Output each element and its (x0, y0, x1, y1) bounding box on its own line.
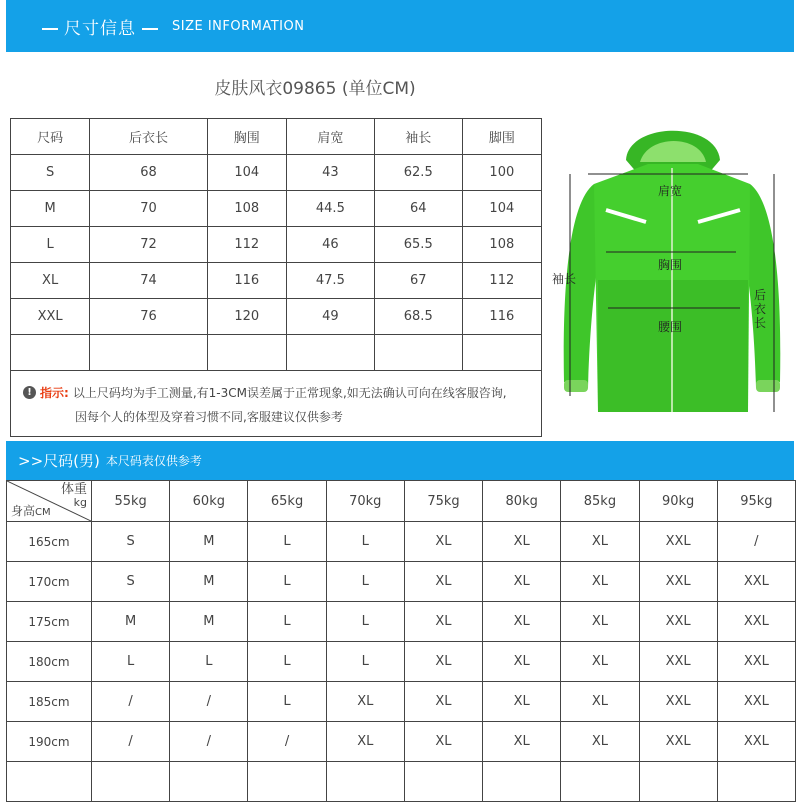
size-cell: M (170, 602, 248, 642)
cell: 112 (462, 263, 541, 299)
measurement-note (10, 370, 542, 437)
height-cell: 165cm (7, 522, 92, 562)
table-row (11, 227, 542, 263)
header-size: 尺码 (11, 119, 90, 155)
table-header-row (11, 119, 542, 155)
size-cell: L (248, 642, 326, 682)
header-hem: 脚围 (462, 119, 541, 155)
size-cell: XL (326, 722, 404, 762)
cell: 46 (286, 227, 374, 263)
table-row (7, 522, 796, 562)
size-cell: / (248, 722, 326, 762)
header-chest: 胸围 (207, 119, 286, 155)
jacket-image (548, 112, 796, 432)
cell: 68 (90, 155, 207, 191)
size-cell: XL (404, 682, 482, 722)
label-back-length: 后衣长 (754, 288, 767, 330)
cell: 104 (462, 191, 541, 227)
label-shoulder: 肩宽 (658, 184, 683, 198)
cell: XXL (11, 299, 90, 335)
note-line-1: 以上尺码均为手工测量,有1-3CM误差属于正常现象,如无法确认可向在线客服咨询, (72, 386, 507, 400)
label-waist: 腰围 (658, 320, 683, 334)
size-cell: / (717, 522, 795, 562)
size-cell: XXL (717, 562, 795, 602)
height-cell: 180cm (7, 642, 92, 682)
label-sleeve: 袖长 (552, 272, 577, 286)
size-cell: XL (404, 522, 482, 562)
cell: 108 (462, 227, 541, 263)
cell: M (11, 191, 90, 227)
men-size-bar (6, 441, 794, 480)
size-cell: / (170, 682, 248, 722)
cell: 47.5 (286, 263, 374, 299)
header-shoulder: 肩宽 (286, 119, 374, 155)
cell: 67 (374, 263, 462, 299)
size-cell: / (92, 682, 170, 722)
size-cell: XL (404, 642, 482, 682)
weight-header: 80kg (483, 481, 561, 522)
size-cell: XL (483, 642, 561, 682)
size-info-banner (6, 0, 794, 52)
corner-height: 身高 (11, 504, 36, 518)
size-cell: XL (561, 682, 639, 722)
men-size-title: >>尺码(男) (18, 452, 100, 470)
weight-header: 60kg (170, 481, 248, 522)
cell: 74 (90, 263, 207, 299)
men-size-note: 本尺码表仅供参考 (105, 454, 202, 468)
weight-header: 90kg (639, 481, 717, 522)
table-row (7, 722, 796, 762)
size-cell: L (170, 642, 248, 682)
weight-header: 85kg (561, 481, 639, 522)
size-cell: XL (483, 682, 561, 722)
size-cell: XL (561, 522, 639, 562)
weight-header: 75kg (404, 481, 482, 522)
banner-title-en: SIZE INFORMATION (172, 18, 305, 34)
size-cell: L (248, 522, 326, 562)
size-cell: L (326, 602, 404, 642)
table-row (11, 191, 542, 227)
note-label: 指示: (40, 386, 69, 400)
size-cell: XL (561, 562, 639, 602)
corner-cell (7, 481, 92, 522)
cell: 112 (207, 227, 286, 263)
banner-title-zh: 尺寸信息 (36, 14, 164, 39)
size-cell: XXL (639, 642, 717, 682)
corner-weight-unit: kg (73, 496, 87, 509)
corner-weight: 体重 (60, 482, 87, 497)
weight-header: 65kg (248, 481, 326, 522)
size-cell: S (92, 562, 170, 602)
size-cell: / (92, 722, 170, 762)
size-cell: L (248, 602, 326, 642)
cell: 68.5 (374, 299, 462, 335)
weight-header: 55kg (92, 481, 170, 522)
size-cell: XXL (639, 682, 717, 722)
cell: 70 (90, 191, 207, 227)
cell: 104 (207, 155, 286, 191)
weight-header-row (7, 481, 796, 522)
table-row-empty (7, 762, 796, 802)
table-row (7, 642, 796, 682)
cell: L (11, 227, 90, 263)
size-cell: M (170, 522, 248, 562)
table-row (11, 263, 542, 299)
size-cell: L (248, 682, 326, 722)
cell: 108 (207, 191, 286, 227)
size-cell: M (92, 602, 170, 642)
label-chest: 胸围 (658, 258, 683, 272)
cell: 100 (462, 155, 541, 191)
size-cell: XL (483, 522, 561, 562)
size-cell: / (170, 722, 248, 762)
size-cell: XL (483, 722, 561, 762)
cell: 49 (286, 299, 374, 335)
size-cell: S (92, 522, 170, 562)
size-cell: L (326, 522, 404, 562)
cell: 116 (207, 263, 286, 299)
size-cell: XL (561, 602, 639, 642)
size-cell: L (248, 562, 326, 602)
table-row (11, 299, 542, 335)
size-cell: XXL (639, 722, 717, 762)
size-cell: XXL (639, 522, 717, 562)
size-cell: L (326, 642, 404, 682)
corner-height-unit: CM (35, 507, 51, 518)
size-cell: XL (404, 562, 482, 602)
cell: 64 (374, 191, 462, 227)
cell: 65.5 (374, 227, 462, 263)
size-cell: L (92, 642, 170, 682)
weight-header: 70kg (326, 481, 404, 522)
cell: 43 (286, 155, 374, 191)
size-cell: XXL (717, 602, 795, 642)
size-cell: XL (404, 602, 482, 642)
note-line-2: 因每个人的体型及穿着习惯不同,客服建议仅供参考 (75, 410, 343, 424)
cell: 62.5 (374, 155, 462, 191)
size-cell: XXL (639, 602, 717, 642)
size-cell: XXL (717, 722, 795, 762)
size-cell: XL (483, 562, 561, 602)
size-measure-table (10, 118, 542, 371)
size-cell: XXL (717, 682, 795, 722)
height-cell: 175cm (7, 602, 92, 642)
cell: 116 (462, 299, 541, 335)
table-row (7, 682, 796, 722)
table-row (7, 562, 796, 602)
size-cell: XL (561, 642, 639, 682)
cell: 120 (207, 299, 286, 335)
cell: 44.5 (286, 191, 374, 227)
cell: XL (11, 263, 90, 299)
men-size-table (6, 480, 796, 802)
size-cell: XL (561, 722, 639, 762)
cell: 72 (90, 227, 207, 263)
height-cell: 185cm (7, 682, 92, 722)
product-subtitle: 皮肤风衣09865 (单位CM) (214, 79, 416, 99)
cell: 76 (90, 299, 207, 335)
size-cell: XL (483, 602, 561, 642)
cell: S (11, 155, 90, 191)
table-row (11, 155, 542, 191)
size-cell: XXL (717, 642, 795, 682)
size-cell: XL (326, 682, 404, 722)
size-cell: XXL (639, 562, 717, 602)
info-icon: ! (23, 386, 36, 399)
height-cell: 170cm (7, 562, 92, 602)
size-cell: L (326, 562, 404, 602)
table-row-empty (11, 335, 542, 371)
height-cell: 190cm (7, 722, 92, 762)
size-cell: M (170, 562, 248, 602)
table-row (7, 602, 796, 642)
header-sleeve: 袖长 (374, 119, 462, 155)
header-back-length: 后衣长 (90, 119, 207, 155)
size-cell: XL (404, 722, 482, 762)
weight-header: 95kg (717, 481, 795, 522)
